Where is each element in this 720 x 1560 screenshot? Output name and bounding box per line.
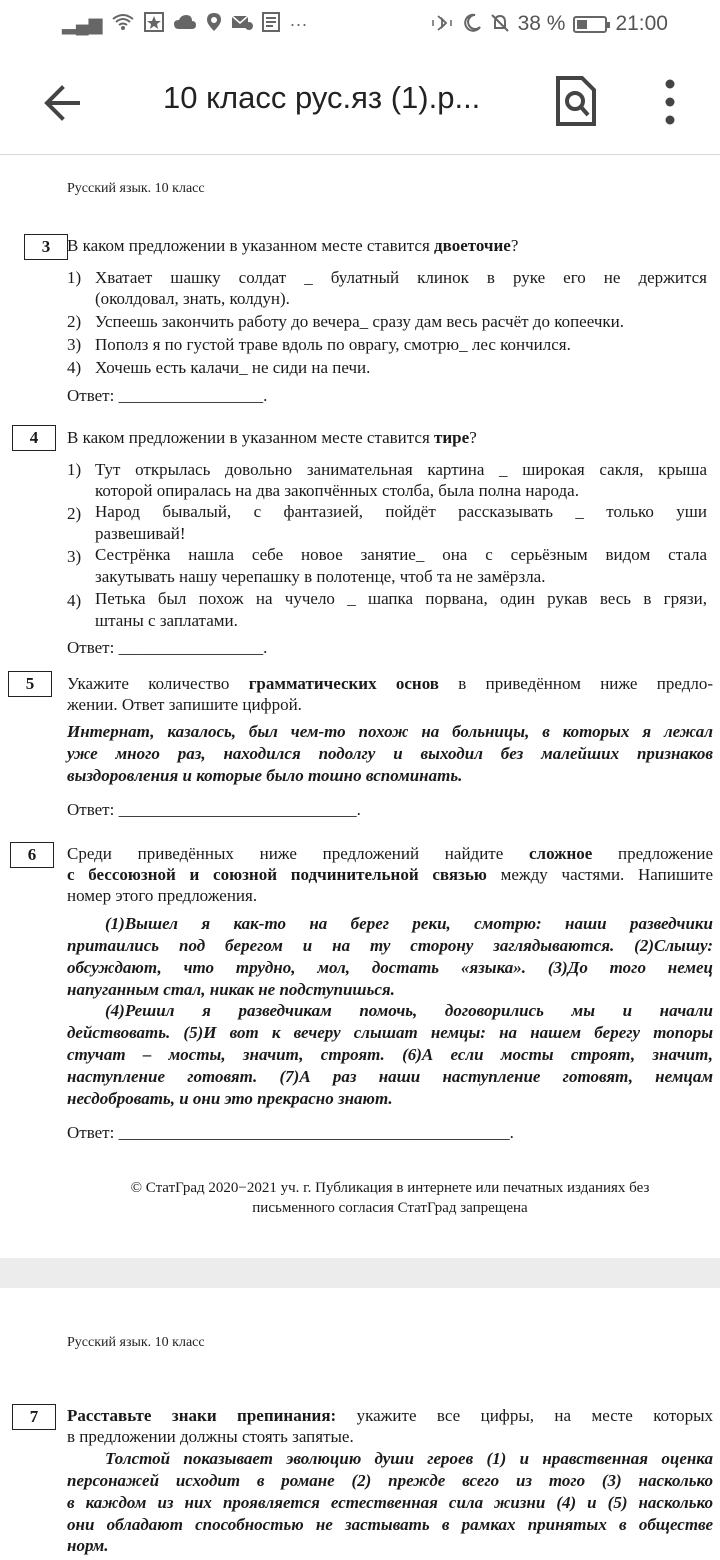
answer-line: Ответ: ____________________________. (67, 800, 361, 819)
exercise-text-line: они обладают способностью не застывать в рамках принятых в обществе (67, 1515, 713, 1534)
option-number: 3) (67, 335, 82, 354)
page-header: Русский язык. 10 класс (67, 181, 205, 196)
prompt-text: укажите все цифры, на месте которых (336, 1406, 713, 1425)
app-bar (0, 50, 720, 154)
battery-icon (573, 16, 607, 33)
answer-line: Ответ: ______________________________________________. (67, 1123, 514, 1142)
signal-icon: ▂▄▆ (62, 13, 103, 34)
battery-percent: 38 % (517, 12, 566, 35)
status-bar (0, 0, 720, 50)
prompt-text: В каком предложении в указанном месте ставится (67, 236, 435, 255)
prompt-keyword: грамматических основ (248, 674, 439, 693)
exercise-text-line: (1)Вышел я как-то на берег реки, смотрю: наши разведчики (105, 914, 713, 933)
more-vert-icon (656, 76, 684, 128)
back-arrow-icon (40, 80, 86, 126)
exercise-text-line: стучат – мосты, значит, строят. (6)А если мосты строят, значит, (67, 1045, 713, 1064)
more-notifications-icon: ··· (289, 13, 308, 34)
back-button[interactable] (40, 80, 86, 126)
exercise-text-line: действовать. (5)И вот к вечеру слышат немцы: на нашем берегу топоры (67, 1023, 713, 1042)
question-5-prompt (67, 673, 713, 695)
bluetooth-vibrate-icon (430, 13, 454, 36)
battery-fill (577, 20, 587, 29)
prompt-text: предложение (592, 844, 713, 863)
option-number: 1) (67, 460, 82, 479)
exercise-text-line: притаились под берегом и на ту сторону заглядываются. (2)Слышу: (67, 936, 713, 955)
question-4-prompt (67, 427, 477, 449)
location-icon (206, 12, 222, 35)
page-header: Русский язык. 10 класс (67, 1335, 205, 1350)
search-document-icon (552, 75, 600, 127)
question-7-prompt-cont: в предложении должны стоять запятые. (67, 1427, 354, 1446)
do-not-disturb-moon-icon (462, 13, 482, 36)
clock: 21:00 (615, 12, 668, 35)
question-3-prompt (67, 235, 518, 257)
exercise-text-line: несдобровать, и они это прекрасно знают. (67, 1089, 393, 1108)
prompt-text: в приведённом ниже предло- (439, 674, 713, 693)
more-options-button[interactable] (656, 76, 684, 128)
question-5-prompt-cont: жении. Ответ запишите цифрой. (67, 695, 302, 714)
document-icon (262, 12, 280, 35)
exercise-text-line: персонажей исходит в романе (2) прежде всего из того (3) насколько (67, 1471, 713, 1490)
page-separator (0, 1258, 720, 1288)
copyright-footer (80, 1178, 700, 1218)
mail-settings-icon (231, 13, 253, 34)
prompt-keyword: сложное (529, 844, 593, 863)
question-7-prompt (67, 1405, 713, 1427)
cloud-icon (173, 14, 197, 33)
status-right-icons (430, 12, 668, 36)
wifi-icon (111, 13, 135, 34)
star-badge-icon (144, 12, 164, 35)
question-6-prompt-cont: номер этого предложения. (67, 886, 258, 905)
option-number: 4) (67, 591, 82, 610)
option-number: 2) (67, 312, 82, 331)
question-number-4: 4 (12, 425, 56, 451)
prompt-keyword: с бессоюзной и союзной подчинительной связью (67, 865, 487, 884)
option-text: Пополз я по густой траве вдоль по оврагу, смотрю_ лес кончился. (95, 335, 571, 354)
prompt-text: Среди приведённых ниже предложений найдите (67, 844, 529, 863)
exercise-text-line: Интернат, казалось, был чем-то похож на больницы, в которых я лежал (67, 722, 713, 741)
exercise-text-line: в каждом из них проявляется естественная сила жизни (4) и (5) насколько (67, 1493, 713, 1512)
option-text: Хватает шашку солдат _ булатный клинок в руке его не держится (95, 268, 707, 287)
status-left-icons (62, 12, 307, 35)
exercise-text-line: (4)Решил я разведчикам помочь, договорились мы и начали (105, 1001, 713, 1020)
option-text: Хочешь есть калачи_ не сиди на печи. (95, 358, 371, 377)
option-number: 3) (67, 547, 82, 566)
option-text-cont: штаны с заплатами. (95, 611, 238, 630)
question-number-5: 5 (8, 671, 52, 697)
question-6-prompt (67, 843, 713, 865)
option-number: 4) (67, 358, 82, 377)
option-number: 1) (67, 268, 82, 287)
question-number-7: 7 (12, 1404, 56, 1430)
exercise-text-line: выздоровления и которые было тошно вспоминать. (67, 766, 463, 785)
option-text-cont: закутывать нашу черепашку в полотенце, чтоб та не замёрзла. (95, 567, 546, 586)
option-text: Народ бывалый, с фантазией, пойдёт рассказывать _ только уши (95, 502, 707, 521)
copyright-line: © СтатГрад 2020−2021 уч. г. Публикация в интернете или печатных изданиях без (130, 1180, 650, 1196)
option-text: Успеешь закончить работу до вечера_ сразу дам весь расчёт до копеечки. (95, 312, 625, 331)
find-in-document-button[interactable] (552, 75, 600, 127)
copyright-line: письменного согласия СтатГрад запрещена (252, 1200, 528, 1216)
answer-line: Ответ: _________________. (67, 386, 268, 405)
prompt-keyword: Расставьте знаки препинания: (67, 1406, 337, 1425)
option-text: Сестрёнка нашла себе новое занятие_ она с серьёзным видом стала (95, 545, 707, 564)
question-6-prompt-cont (67, 864, 713, 886)
option-number: 2) (67, 504, 82, 523)
prompt-keyword: двоеточие (434, 236, 511, 255)
answer-line: Ответ: _________________. (67, 638, 268, 657)
app-bar-divider (0, 154, 720, 155)
prompt-text: Укажите количество (67, 674, 249, 693)
prompt-keyword: тире (434, 428, 470, 447)
option-text-cont: которой опиралась на два закопчённых столба, была полна народа. (95, 481, 579, 500)
prompt-text: В каком предложении в указанном месте ставится (67, 428, 435, 447)
exercise-text-line: уже много раз, находился подолгу и выходил без малейших признаков (67, 744, 713, 763)
option-text-cont: развешивай! (95, 524, 186, 543)
exercise-text-line: напуганным стал, никак не подступишься. (67, 980, 395, 999)
prompt-mark: ? (469, 428, 477, 447)
exercise-text-line: Толстой показывает эволюцию души героев (1) и нравственная оценка (105, 1449, 713, 1468)
exercise-text-line: норм. (67, 1536, 109, 1555)
option-text-cont: (околдовал, знать, колдун). (95, 289, 290, 308)
prompt-mark: ? (510, 236, 519, 255)
option-text: Петька был похож на чучело _ шапка порвана, один рукав весь в грязи, (95, 589, 707, 608)
option-text: Тут открылась довольно занимательная картина _ широкая сакля, крыша (95, 460, 707, 479)
exercise-text-line: наступление готовят. (7)А раз наши наступление готовят, немцам (67, 1067, 713, 1086)
exercise-text-line: обсуждают, что трудно, мол, достать «языка». (3)До того немец (67, 958, 713, 977)
question-number-3: 3 (24, 234, 68, 260)
muted-bell-icon (490, 13, 510, 36)
prompt-text: между частями. Напишите (486, 865, 713, 884)
document-title: 10 класс рус.яз (1).р... (163, 80, 481, 115)
question-number-6: 6 (10, 842, 54, 868)
